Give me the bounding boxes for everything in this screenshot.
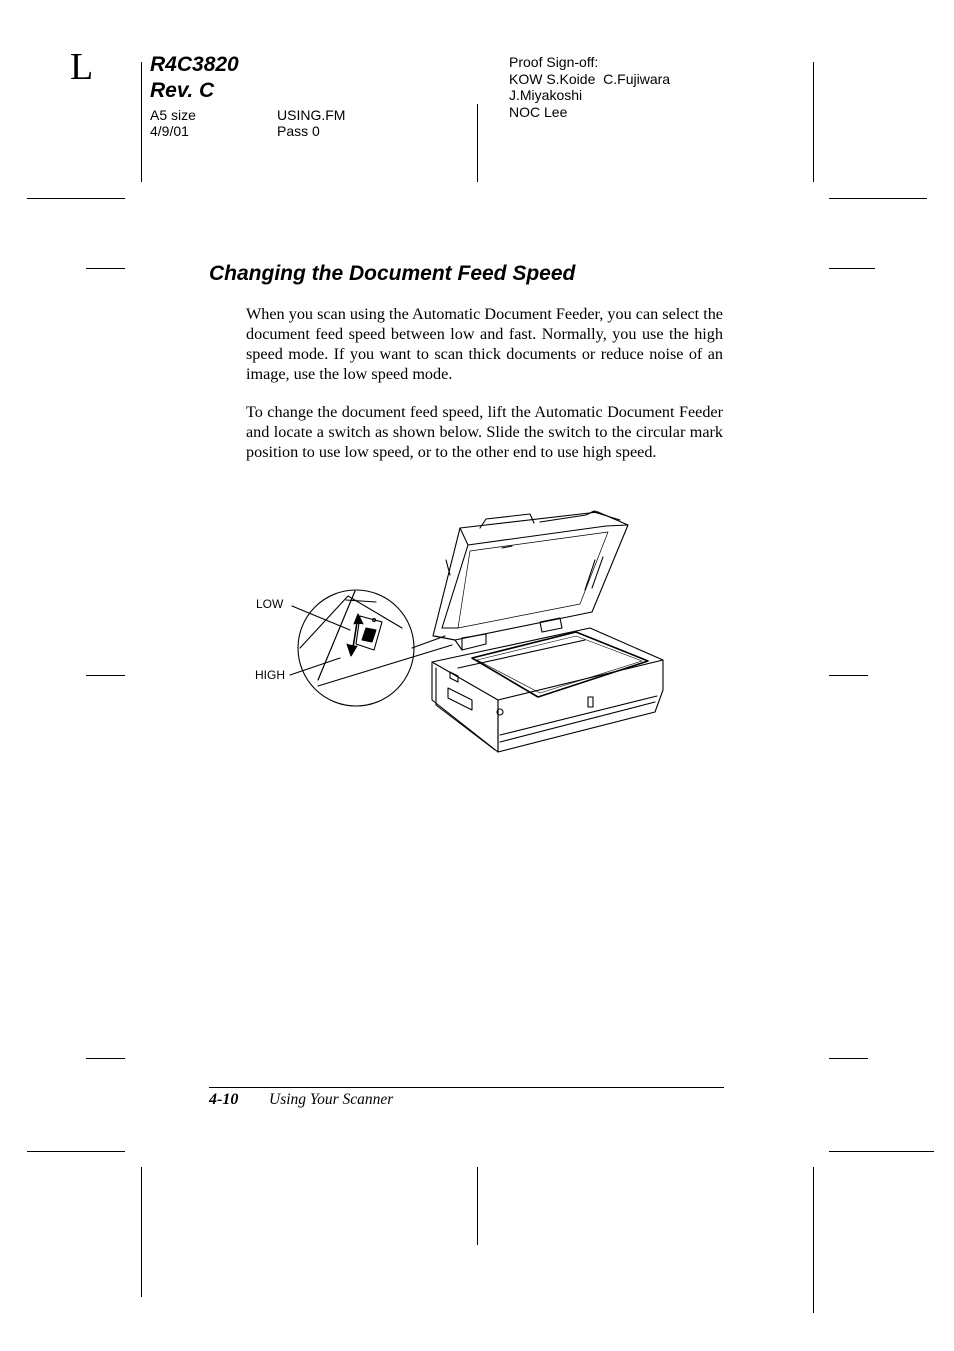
crop-mark bbox=[829, 1058, 868, 1059]
crop-mark bbox=[829, 268, 875, 269]
crop-mark bbox=[813, 62, 814, 182]
crop-mark bbox=[829, 675, 868, 676]
proof-line: J.Miyakoshi bbox=[509, 87, 583, 103]
page-number: 4-10 bbox=[209, 1091, 239, 1108]
crop-mark bbox=[86, 1058, 125, 1059]
section-title: Changing the Document Feed Speed bbox=[209, 262, 576, 285]
crop-mark bbox=[141, 62, 142, 182]
footer-rule bbox=[209, 1087, 724, 1088]
proof-line: KOW S.Koide C.Fujiwara bbox=[509, 70, 671, 87]
paper-size: A5 size bbox=[150, 107, 196, 123]
revision-label: Rev. C bbox=[150, 79, 215, 102]
chapter-title: Using Your Scanner bbox=[269, 1091, 394, 1108]
crop-mark bbox=[141, 1167, 142, 1297]
scanner-base bbox=[432, 628, 663, 752]
crop-mark bbox=[829, 1151, 934, 1152]
pass-label: Pass 0 bbox=[277, 123, 320, 139]
crop-mark bbox=[86, 268, 125, 269]
label-high: HIGH bbox=[255, 668, 285, 682]
label-low: LOW bbox=[256, 597, 284, 611]
adf-lid bbox=[433, 511, 628, 650]
crop-mark bbox=[829, 198, 927, 199]
corner-letter: L bbox=[70, 46, 94, 88]
scanner-illustration bbox=[240, 505, 680, 765]
model-name: R4C3820 bbox=[150, 53, 239, 76]
body-paragraph: To change the document feed speed, lift the Automatic Document Feeder and locate a switch as shown below. Slide the switch to the circular mark position to use low speed, or to the other end to use high speed. bbox=[246, 403, 723, 461]
crop-mark bbox=[477, 104, 478, 182]
body-paragraph: When you scan using the Automatic Document Feeder, you can select the document feed speed between low and fast. Normally, you use the high speed mode. If you want to scan thick documents or reduce noise of an image, use the low speed mode. bbox=[246, 305, 723, 383]
proof-line: Proof Sign-off: bbox=[509, 54, 599, 70]
crop-mark bbox=[477, 1167, 478, 1245]
switch-callout bbox=[290, 590, 452, 706]
crop-mark bbox=[86, 675, 125, 676]
front-latch-icon bbox=[588, 697, 593, 707]
crop-mark bbox=[27, 198, 125, 199]
date-label: 4/9/01 bbox=[150, 123, 189, 139]
file-name: USING.FM bbox=[277, 107, 346, 123]
crop-mark bbox=[813, 1167, 814, 1313]
crop-mark bbox=[27, 1151, 125, 1152]
proof-line: NOC Lee bbox=[509, 103, 568, 120]
proof-signoff bbox=[509, 54, 670, 120]
